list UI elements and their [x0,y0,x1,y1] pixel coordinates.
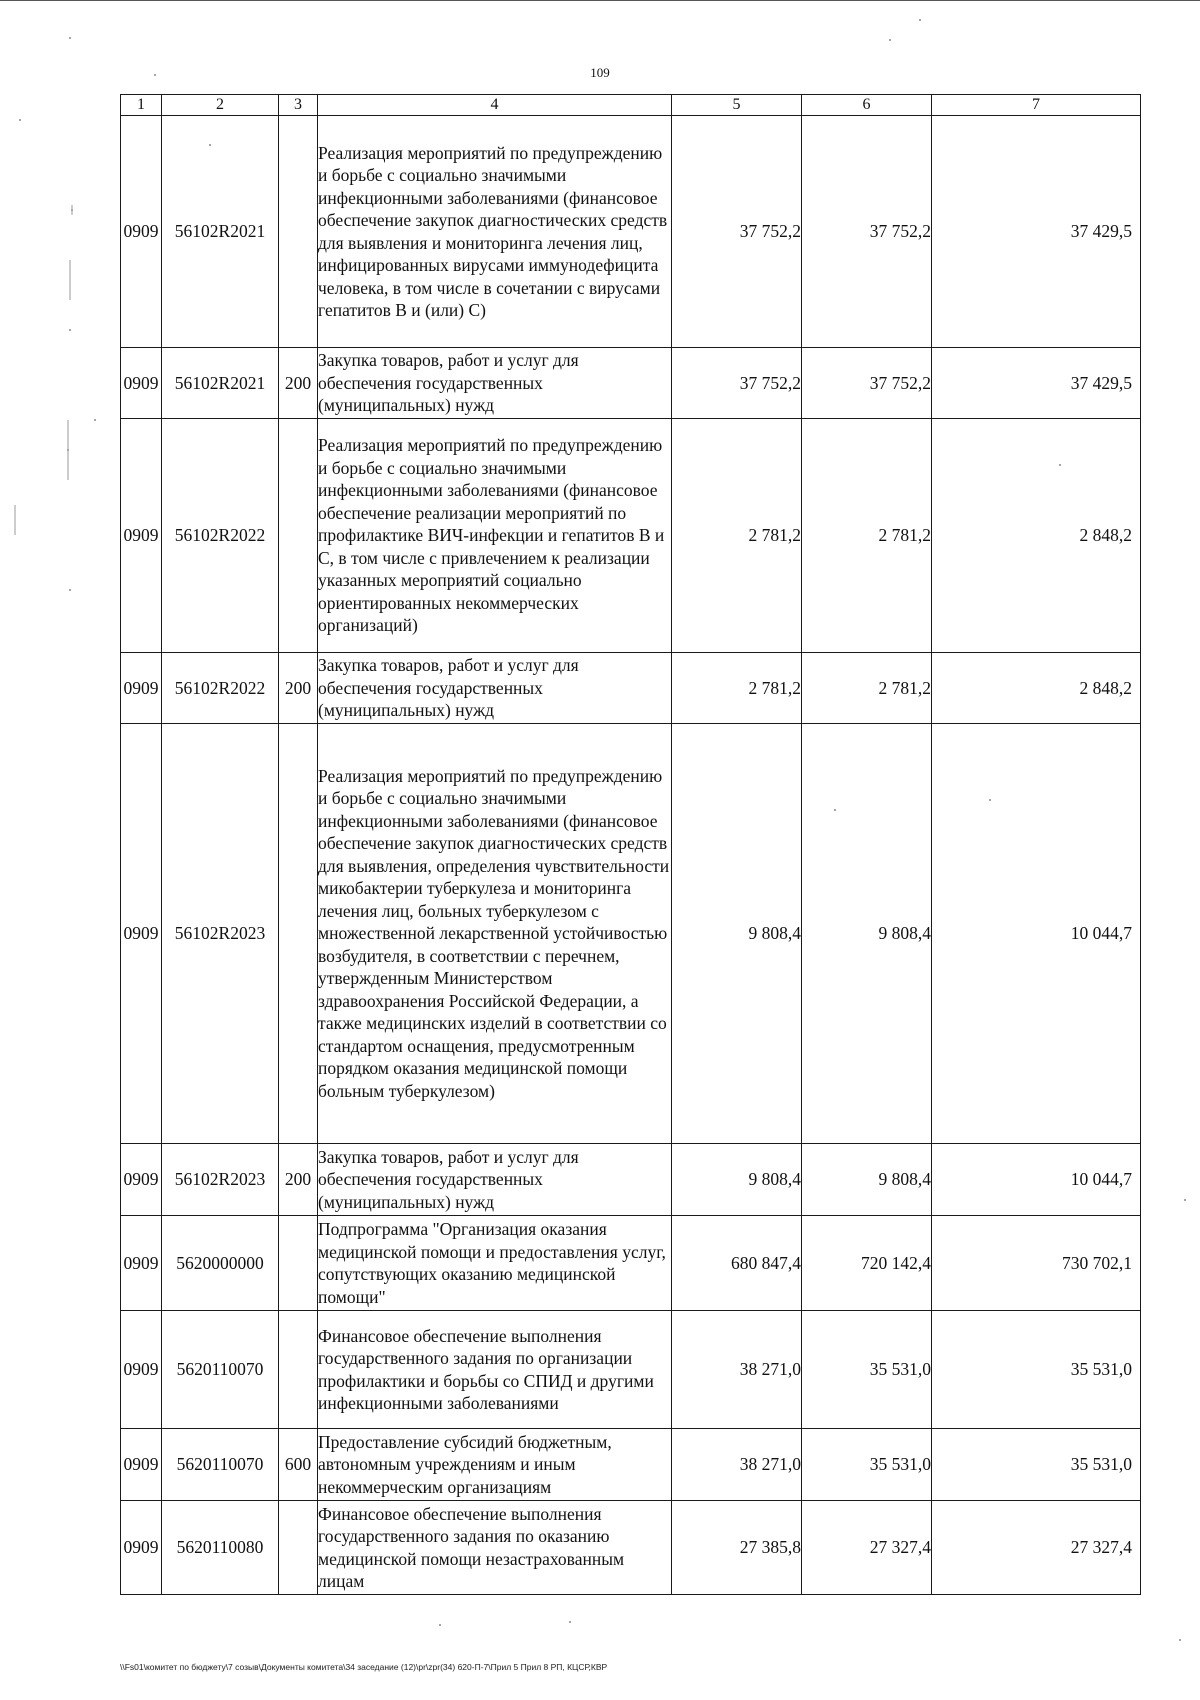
table-row [121,653,1141,724]
column-header-4: 4 [318,95,672,116]
item-name: Реализация мероприятий по предупреждению и борьбе с социально значимыми инфекционными заболеваниями (финансовое обеспечение закупок диагностических средств для выявления и мониторинга лечения лиц, инфицированных вирусами иммунодефицита человека, в том числе в сочетании с вирусами гепатитов В и (или) С) [318,116,672,348]
table-row [121,1501,1141,1595]
target-article-code: 5620110070 [162,1311,279,1429]
expense-type-code [279,1311,318,1429]
amount-col-7: 37 429,5 [932,116,1141,348]
amount-col-5: 2 781,2 [672,419,802,653]
amount-col-6: 35 531,0 [802,1311,932,1429]
table-row [121,1429,1141,1501]
item-name: Финансовое обеспечение выполнения государственного задания по оказанию медицинской помощи незастрахованным лицам [318,1501,672,1595]
target-article-code: 56102R2023 [162,1144,279,1216]
amount-col-6: 720 142,4 [802,1216,932,1311]
amount-col-7: 10 044,7 [932,1144,1141,1216]
section-code: 0909 [121,724,162,1144]
amount-col-7: 27 327,4 [932,1501,1141,1595]
amount-col-5: 9 808,4 [672,1144,802,1216]
target-article-code: 56102R2023 [162,724,279,1144]
column-header-3: 3 [279,95,318,116]
column-header-6: 6 [802,95,932,116]
amount-col-5: 9 808,4 [672,724,802,1144]
item-name: Закупка товаров, работ и услуг для обеспечения государственных (муниципальных) нужд [318,1144,672,1216]
page-number: 109 [590,65,610,80]
footer-file-path: \\Fs01\комитет по бюджету\7 созыв\Документы комитета\34 заседание (12)\pr\zpr(34) 620-П-7\Прил 5 Прил 8 РП, КЦСР,КВР [120,1662,608,1672]
expense-type-code: 200 [279,1144,318,1216]
amount-col-7: 730 702,1 [932,1216,1141,1311]
table-row [121,1144,1141,1216]
amount-col-5: 37 752,2 [672,116,802,348]
target-article-code: 5620110070 [162,1429,279,1501]
section-code: 0909 [121,116,162,348]
amount-col-5: 38 271,0 [672,1311,802,1429]
amount-col-7: 2 848,2 [932,419,1141,653]
amount-col-7: 2 848,2 [932,653,1141,724]
amount-col-6: 2 781,2 [802,653,932,724]
amount-col-5: 2 781,2 [672,653,802,724]
amount-col-6: 35 531,0 [802,1429,932,1501]
item-name: Предоставление субсидий бюджетным, автономным учреждениям и иным некоммерческим организациям [318,1429,672,1501]
table-row [121,1311,1141,1429]
table-row [121,116,1141,348]
amount-col-6: 9 808,4 [802,1144,932,1216]
expense-type-code [279,1501,318,1595]
section-code: 0909 [121,1216,162,1311]
amount-col-6: 2 781,2 [802,419,932,653]
expense-type-code [279,1216,318,1311]
item-name: Реализация мероприятий по предупреждению и борьбе с социально значимыми инфекционными заболеваниями (финансовое обеспечение реализации мероприятий по профилактике ВИЧ-инфекции и гепатитов В и С, в том числе с привлечением к реализации указанных мероприятий социально ориентированных некоммерческих организаций) [318,419,672,653]
item-name: Финансовое обеспечение выполнения государственного задания по организации профилактики и борьбы со СПИД и другими инфекционными заболеваниями [318,1311,672,1429]
table-row [121,724,1141,1144]
amount-col-5: 38 271,0 [672,1429,802,1501]
amount-col-6: 9 808,4 [802,724,932,1144]
section-code: 0909 [121,419,162,653]
section-code: 0909 [121,348,162,419]
target-article-code: 56102R2021 [162,348,279,419]
expense-type-code: 200 [279,653,318,724]
header-row [121,95,1141,116]
section-code: 0909 [121,1144,162,1216]
target-article-code: 56102R2022 [162,419,279,653]
amount-col-7: 35 531,0 [932,1311,1141,1429]
table-row [121,419,1141,653]
item-name: Подпрограмма "Организация оказания медицинской помощи и предоставления услуг, сопутствующих оказанию медицинской помощи" [318,1216,672,1311]
amount-col-7: 35 531,0 [932,1429,1141,1501]
amount-col-6: 37 752,2 [802,348,932,419]
expense-type-code: 600 [279,1429,318,1501]
expense-type-code [279,116,318,348]
item-name: Реализация мероприятий по предупреждению и борьбе с социально значимыми инфекционными заболеваниями (финансовое обеспечение закупок диагностических средств для выявления, определения чувствительности микобактерии туберкулеза и мониторинга лечения лиц, больных туберкулезом с множественной лекарственной устойчивостью возбудителя, в соответствии с перечнем, утвержденным Министерством здравоохранения Российской Федерации, а также медицинских изделий в соответствии со стандартом оснащения, предусмотренным порядком оказания медицинской помощи больным туберкулезом) [318,724,672,1144]
amount-col-5: 37 752,2 [672,348,802,419]
target-article-code: 5620110080 [162,1501,279,1595]
item-name: Закупка товаров, работ и услуг для обеспечения государственных (муниципальных) нужд [318,348,672,419]
target-article-code: 56102R2022 [162,653,279,724]
top-rule [0,0,1200,1]
expense-type-code [279,419,318,653]
amount-col-5: 680 847,4 [672,1216,802,1311]
amount-col-7: 37 429,5 [932,348,1141,419]
amount-col-6: 37 752,2 [802,116,932,348]
column-header-1: 1 [121,95,162,116]
target-article-code: 5620000000 [162,1216,279,1311]
column-header-7: 7 [932,95,1141,116]
section-code: 0909 [121,1429,162,1501]
budget-table [120,94,1141,1595]
target-article-code: 56102R2021 [162,116,279,348]
expense-type-code: 200 [279,348,318,419]
section-code: 0909 [121,653,162,724]
amount-col-5: 27 385,8 [672,1501,802,1595]
section-code: 0909 [121,1501,162,1595]
section-code: 0909 [121,1311,162,1429]
amount-col-6: 27 327,4 [802,1501,932,1595]
expense-type-code [279,724,318,1144]
column-header-2: 2 [162,95,279,116]
amount-col-7: 10 044,7 [932,724,1141,1144]
table-row [121,1216,1141,1311]
table-row [121,348,1141,419]
column-header-5: 5 [672,95,802,116]
item-name: Закупка товаров, работ и услуг для обеспечения государственных (муниципальных) нужд [318,653,672,724]
